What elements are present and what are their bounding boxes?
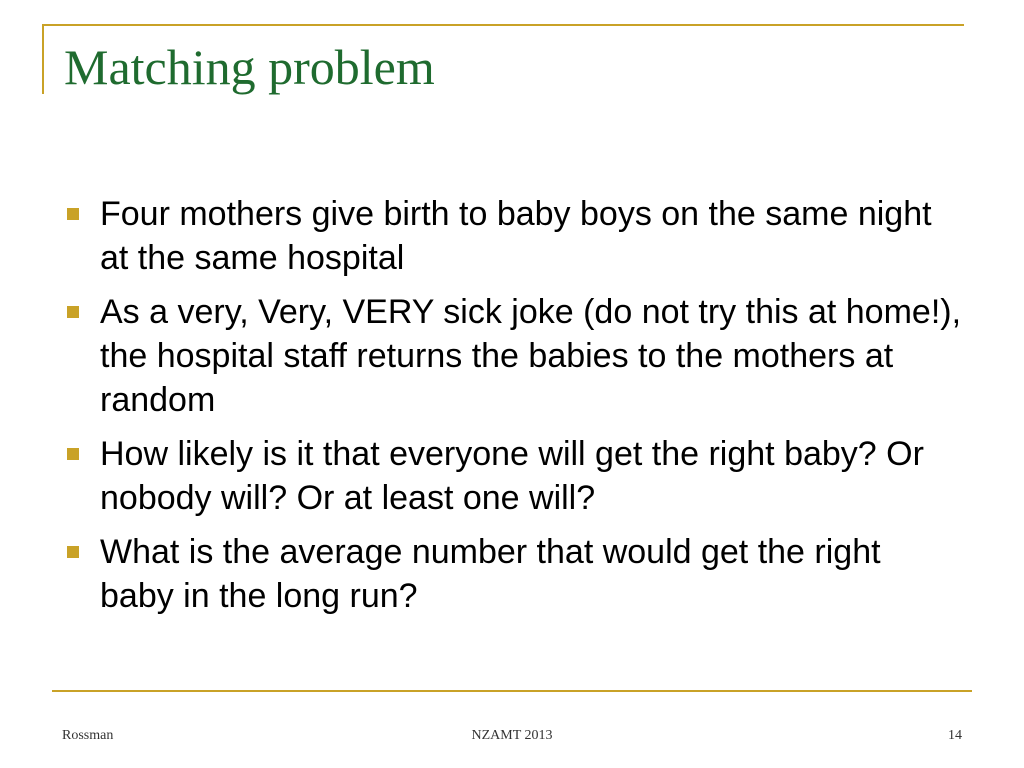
left-rule bbox=[42, 24, 44, 94]
bullet-item bbox=[62, 432, 962, 520]
square-bullet-icon bbox=[67, 448, 79, 460]
bullet-text: As a very, Very, VERY sick joke (do not try this at home!), the hospital staff returns the babies to the mothers at random bbox=[100, 293, 962, 419]
bullet-item bbox=[62, 530, 962, 618]
footer-author: Rossman bbox=[62, 728, 114, 743]
slide-number: 14 bbox=[948, 728, 962, 743]
bullet-item bbox=[62, 192, 962, 280]
square-bullet-icon bbox=[67, 546, 79, 558]
bottom-rule bbox=[52, 690, 972, 692]
slide-title: Matching problem bbox=[64, 39, 435, 95]
footer-event: NZAMT 2013 bbox=[471, 728, 553, 743]
bullet-text: Four mothers give birth to baby boys on the same night at the same hospital bbox=[100, 195, 932, 277]
top-rule bbox=[42, 24, 964, 26]
bullet-text: How likely is it that everyone will get the right baby? Or nobody will? Or at least one will? bbox=[100, 435, 924, 517]
square-bullet-icon bbox=[67, 208, 79, 220]
square-bullet-icon bbox=[67, 306, 79, 318]
bullet-text: What is the average number that would get the right baby in the long run? bbox=[100, 533, 881, 615]
bullet-list bbox=[62, 192, 962, 628]
bullet-item bbox=[62, 290, 962, 422]
